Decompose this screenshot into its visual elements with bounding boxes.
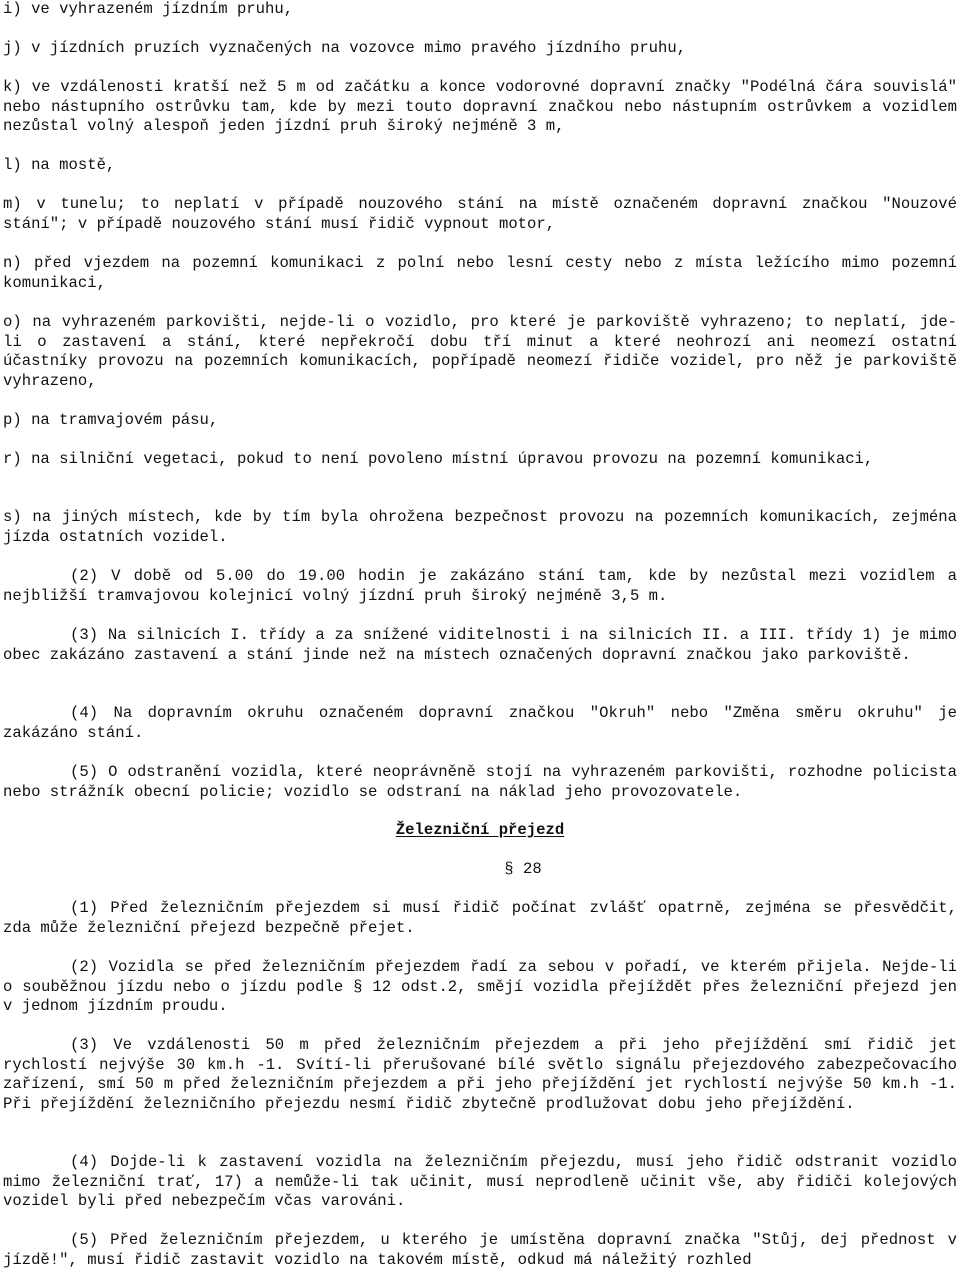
section-heading — [3, 821, 957, 841]
paragraph-2: (2) V době od 5.00 do 19.00 hodin je zakázáno stání tam, kde by nezůstal mezi vozidlem a nejbližší tramvajovou kolejnicí volný jízdní pruh široký nejméně 3,5 m. — [3, 567, 957, 605]
list-item-j: j) v jízdních pruzích vyznačených na vozovce mimo pravého jízdního pruhu, — [3, 39, 687, 57]
document-page — [3, 0, 957, 1269]
paragraph-28-1: (1) Před železničním přejezdem si musí řidič počínat zvlášť opatrně, zejména se přesvědčit, zda může železniční přejezd bezpečně přejet. — [3, 899, 957, 937]
list-item-s: s) na jiných místech, kde by tím byla ohrožena bezpečnost provozu na pozemních komunikacích, zejména jízda ostatních vozidel. — [3, 508, 957, 546]
paragraph-28-3: (3) Ve vzdálenosti 50 m před železničním přejezdem a při jeho přejíždění smí řidič jet rychlostí nejvýše 30 km.h -1. Svítí-li přerušované bílé světlo signálu přejezdového zabezpečovacího zařízení, smí 50 m před železničním přejezdem a při jeho přejíždění jet rychlostí nejvýše 50 km.h -1. Při přejíždění železničního přejezdu nesmí řidič zbytečně prodlužovat dobu jeho přejíždění. — [3, 1036, 957, 1113]
list-item-k: k) ve vzdálenosti kratší než 5 m od začátku a konce vodorovné dopravní značky "Podélná čára souvislá" nebo nástupního ostrůvku tam, kde by mezi touto dopravní značkou nebo nástupním ostrůvkem a vozidlem nezůstal volný alespoň jeden jízdní pruh široký nejméně 3 m, — [3, 78, 957, 135]
paragraph-28-5: (5) Před železničním přejezdem, u kterého je umístěna dopravní značka "Stůj, dej přednost v jízdě!", musí řidič zastavit vozidlo na takovém místě, odkud má náležitý rozhled — [3, 1231, 957, 1269]
section-heading-text: Železniční přejezd — [395, 821, 565, 839]
list-item-m: m) v tunelu; to neplatí v případě nouzového stání na místě označeném dopravní značkou "Nouzové stání"; v případě nouzového stání musí řidič vypnout motor, — [3, 195, 957, 233]
list-item-p: p) na tramvajovém pásu, — [3, 411, 219, 429]
paragraph-5: (5) O odstranění vozidla, které neoprávněně stojí na vyhrazeném parkovišti, rozhodne policista nebo strážník obecní policie; vozidlo se odstraní na náklad jeho provozovatele. — [3, 763, 957, 801]
paragraph-4: (4) Na dopravním okruhu označeném dopravní značkou "Okruh" nebo "Změna směru okruhu" je zakázáno stání. — [3, 704, 957, 742]
list-item-r: r) na silniční vegetaci, pokud to není povoleno místní úpravou provozu na pozemní komunikaci, — [3, 450, 874, 468]
paragraph-28-2: (2) Vozidla se před železničním přejezdem řadí za sebou v pořadí, ve kterém přijela. Nejde-li o souběžnou jízdu nebo o jízdu podle § 12 odst.2, smějí vozidla přejíždět přes železniční přejezd jen v jednom jízdním proudu. — [3, 958, 957, 1015]
list-item-o: o) na vyhrazeném parkovišti, nejde-li o vozidlo, pro které je parkoviště vyhrazeno; to neplatí, jde-li o zastavení a stání, které nepřekročí dobu tří minut a které neohrozí ani neomezí ostatní účastníky provozu na pozemních komunikacích, popřípadě neomezí řidiče vozidel, pro něž je parkoviště vyhrazeno, — [3, 313, 957, 390]
section-number: § 28 — [504, 860, 542, 878]
paragraph-28-4: (4) Dojde-li k zastavení vozidla na železničním přejezdu, musí jeho řidič odstranit vozidlo mimo železniční trať, 17) a nemůže-li tak učinit, musí neprodleně učinit vše, aby řidiči kolejových vozidel byli před nebezpečím včas varováni. — [3, 1153, 957, 1210]
list-item-n: n) před vjezdem na pozemní komunikaci z polní nebo lesní cesty nebo z místa ležícího mimo pozemní komunikaci, — [3, 254, 957, 292]
list-item-i: i) ve vyhrazeném jízdním pruhu, — [3, 0, 294, 18]
paragraph-3: (3) Na silnicích I. třídy a za snížené viditelnosti i na silnicích II. a III. třídy 1) je mimo obec zakázáno zastavení a stání jinde než na místech označených dopravní značkou jako parkoviště. — [3, 626, 957, 664]
list-item-l: l) na mostě, — [3, 156, 116, 174]
